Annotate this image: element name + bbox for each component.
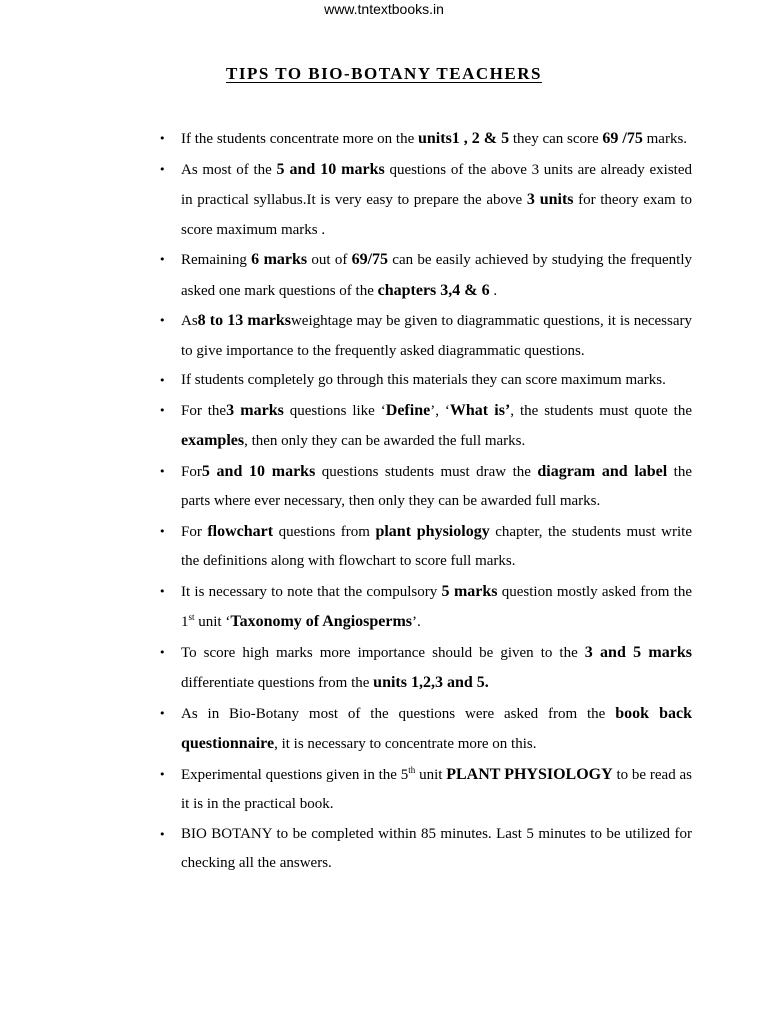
tip-bold-text: Taxonomy of Angiosperms [230,613,413,630]
tip-superscript: th [408,764,416,775]
tip-bold-text: examples [181,432,245,449]
tip-text: BIO BOTANY to be completed within 85 minutes. Last 5 minutes to be utilized for checking all the answers. [181,825,692,871]
tip-text: questions of the above 3 units are already existed in practical syllabus.It is very easy to prepare the above [181,161,692,208]
tip-bold-text: 6 marks [251,251,308,268]
bullet-icon: • [159,314,166,327]
tip-item [159,366,692,396]
tip-text: , it is necessary to concentrate more on this. [274,736,537,752]
tips-list [159,124,692,879]
tip-text: out of [307,252,352,268]
tip-bold-text: 5 and 10 marks [201,462,316,480]
bullet-icon: • [159,524,166,538]
tip-bold-text: 8 to 13 marks [197,312,291,329]
tip-text: question mostly asked from the 1 [181,583,693,630]
tip-bold-text: What is’ [449,401,511,419]
tip-text: differentiate questions from the [181,675,374,691]
tip-text: Remaining [181,252,252,268]
tip-item [159,820,692,879]
tip-item [159,245,692,306]
tip-text: , then only they can be awarded the full marks. [244,433,526,449]
tip-text: can be easily achieved by studying the frequently asked one mark questions of the [181,252,692,299]
page-title-text: TIPS TO BIO-BOTANY TEACHERS [226,64,542,83]
tip-text: ’, ‘ [430,402,450,419]
tip-bold-text: 69 /75 [602,130,643,147]
tip-item [159,396,692,457]
bullet-icon: • [159,403,166,417]
tip-bold-text: units1 , 2 & 5 [418,130,510,147]
tip-text: questions students must draw the [315,463,538,480]
tip-item [159,577,692,638]
tip-bold-text: 3 units [526,191,574,208]
tip-text: marks. [642,131,688,147]
tip-text: Experimental questions given in the 5 [181,766,409,783]
tip-text: unit ‘ [194,614,231,630]
tip-bold-text: flowchart [207,522,274,540]
bullet-icon: • [159,162,166,176]
tip-bold-text: 3 and 5 marks [584,643,692,661]
tip-text: questions from [273,523,376,540]
tip-text: If the students concentrate more on the [181,131,418,147]
tip-bold-text: 69/75 [351,251,389,268]
tip-text: For [181,463,202,480]
site-url: www.tntextbooks.in [324,1,444,17]
bullet-icon: • [159,827,166,841]
bullet-icon: • [159,645,166,659]
tip-text: As [181,313,198,329]
tip-item [159,517,692,577]
bullet-icon: • [159,706,166,720]
tip-text: questions like ‘ [283,402,386,419]
bullet-icon: • [159,132,166,145]
tip-text: unit [415,766,447,783]
tip-bold-text: chapters 3,4 & 6 [377,281,490,299]
page-title [0,64,768,84]
tip-text: For the [181,402,227,419]
bullet-icon: • [159,253,166,266]
tip-bold-text: diagram and label [537,462,668,480]
tip-text: to be read as it is in the practical book. [181,766,692,812]
tip-text: for theory exam to score maximum marks . [181,192,692,238]
tip-text: weightage may be given to diagrammatic questions, it is necessary to give importance to the frequently asked diagrammatic questions. [181,313,693,359]
tip-item [159,306,692,366]
tip-text: they can score [509,131,603,147]
tip-item [159,699,692,760]
tip-item [159,124,692,155]
tip-bold-text: Define [385,401,431,419]
bullet-icon: • [159,374,166,387]
tip-text: If students completely go through this materials they can score maximum marks. [181,372,666,388]
tip-bold-text: units 1,2,3 and 5. [373,674,489,691]
tip-text: As most of the [181,161,277,178]
tip-item [159,638,692,699]
bullet-icon: • [159,584,166,598]
tip-bold-text: 5 and 10 marks [276,160,385,178]
tip-bold-text: plant physiology [375,522,490,540]
tip-text: For [181,523,208,540]
tip-text: , the students must quote the [510,402,692,419]
tip-item [159,457,692,517]
tip-text: As in Bio-Botany most of the questions were asked from the [181,705,616,722]
tip-text: the parts where ever necessary, then only they can be awarded full marks. [181,463,692,509]
bullet-icon: • [159,464,166,478]
tip-text: To score high marks more importance should be given to the [181,644,585,661]
bullet-icon: • [159,767,166,781]
tip-bold-text: 3 marks [226,401,284,419]
tip-item [159,155,692,246]
tip-superscript: st [188,612,195,622]
tip-text: ’. [412,614,421,630]
tip-bold-text: book back questionnaire [181,704,692,752]
tip-text: chapter, the students must write the definitions along with flowchart to score full marks. [181,523,692,569]
tip-text: . [489,282,498,299]
tip-item [159,760,692,820]
tip-bold-text: PLANT PHYSIOLOGY [446,765,613,783]
tip-text: It is necessary to note that the compulsory [181,583,442,600]
tip-bold-text: 5 marks [441,582,498,600]
